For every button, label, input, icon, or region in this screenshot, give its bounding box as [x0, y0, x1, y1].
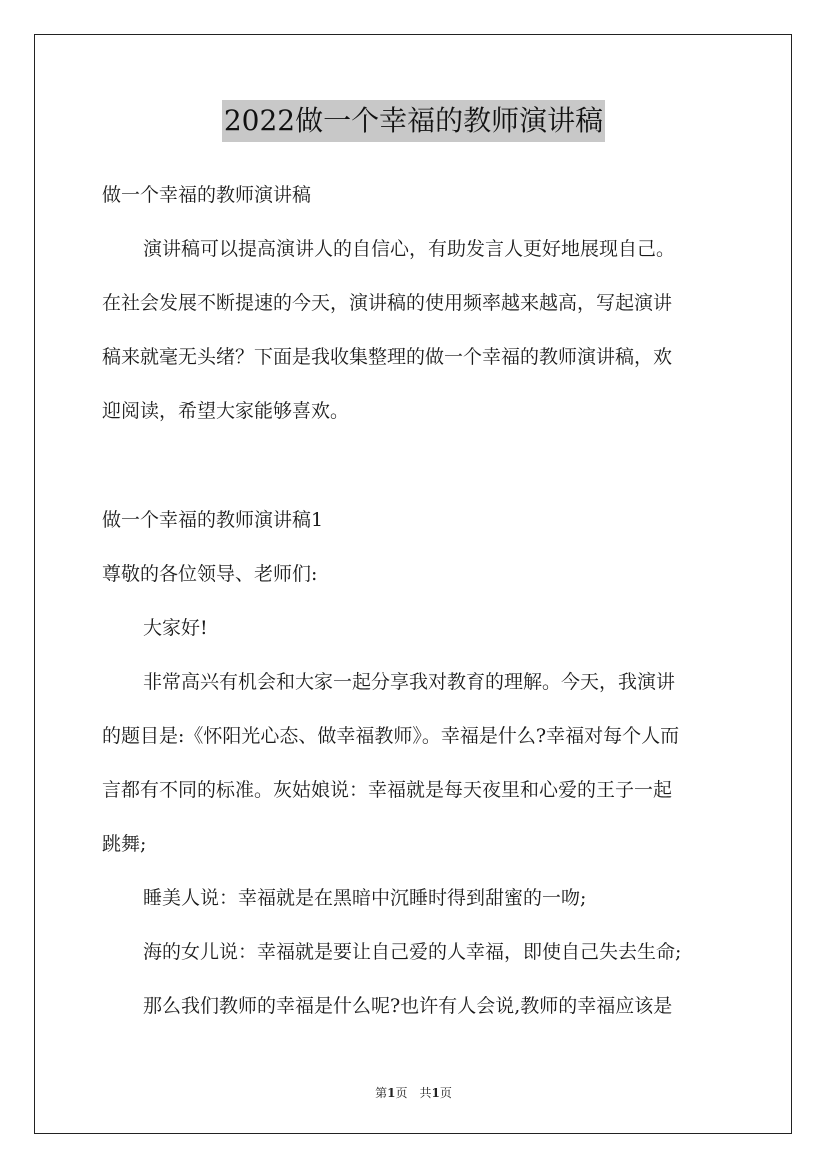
page-footer	[0, 1084, 827, 1101]
footer-total-pages: 1	[431, 1086, 440, 1100]
paragraph-line: 那么我们教师的幸福是什么呢?也许有人会说,教师的幸福应该是	[143, 995, 673, 1017]
paragraph-line: 的题目是:《怀阳光心态、做幸福教师》。幸福是什么?幸福对每个人而	[102, 725, 680, 747]
section-heading: 做一个幸福的教师演讲稿1	[102, 509, 324, 531]
paragraph-line: 言都有不同的标准。灰姑娘说：幸福就是每天夜里和心爱的王子一起	[102, 779, 673, 801]
paragraph-line: 演讲稿可以提高演讲人的自信心，有助发言人更好地展现自己。	[143, 238, 676, 260]
subtitle-line: 做一个幸福的教师演讲稿	[102, 184, 312, 206]
footer-prefix: 第	[375, 1086, 388, 1100]
paragraph-line: 睡美人说：幸福就是在黑暗中沉睡时得到甜蜜的一吻;	[143, 887, 587, 909]
paragraph-line: 在社会发展不断提速的今天，演讲稿的使用频率越来越高，写起演讲	[102, 292, 673, 314]
footer-mid: 页 共	[395, 1086, 432, 1100]
footer-suffix: 页	[439, 1086, 452, 1100]
paragraph-line: 迎阅读，希望大家能够喜欢。	[102, 400, 350, 422]
greeting-line: 大家好!	[143, 617, 208, 639]
paragraph-line: 海的女儿说：幸福就是要让自己爱的人幸福，即使自己失去生命;	[143, 941, 682, 963]
paragraph-line: 非常高兴有机会和大家一起分享我对教育的理解。今天，我演讲	[143, 671, 676, 693]
paragraph-line: 跳舞;	[102, 833, 147, 855]
footer-page-number: 1	[387, 1086, 396, 1100]
document-title: 2022做一个幸福的教师演讲稿	[222, 100, 605, 142]
salutation-line: 尊敬的各位领导、老师们:	[102, 563, 318, 585]
paragraph-line: 稿来就毫无头绪？下面是我收集整理的做一个幸福的教师演讲稿，欢	[102, 346, 673, 368]
title-container	[0, 100, 827, 142]
